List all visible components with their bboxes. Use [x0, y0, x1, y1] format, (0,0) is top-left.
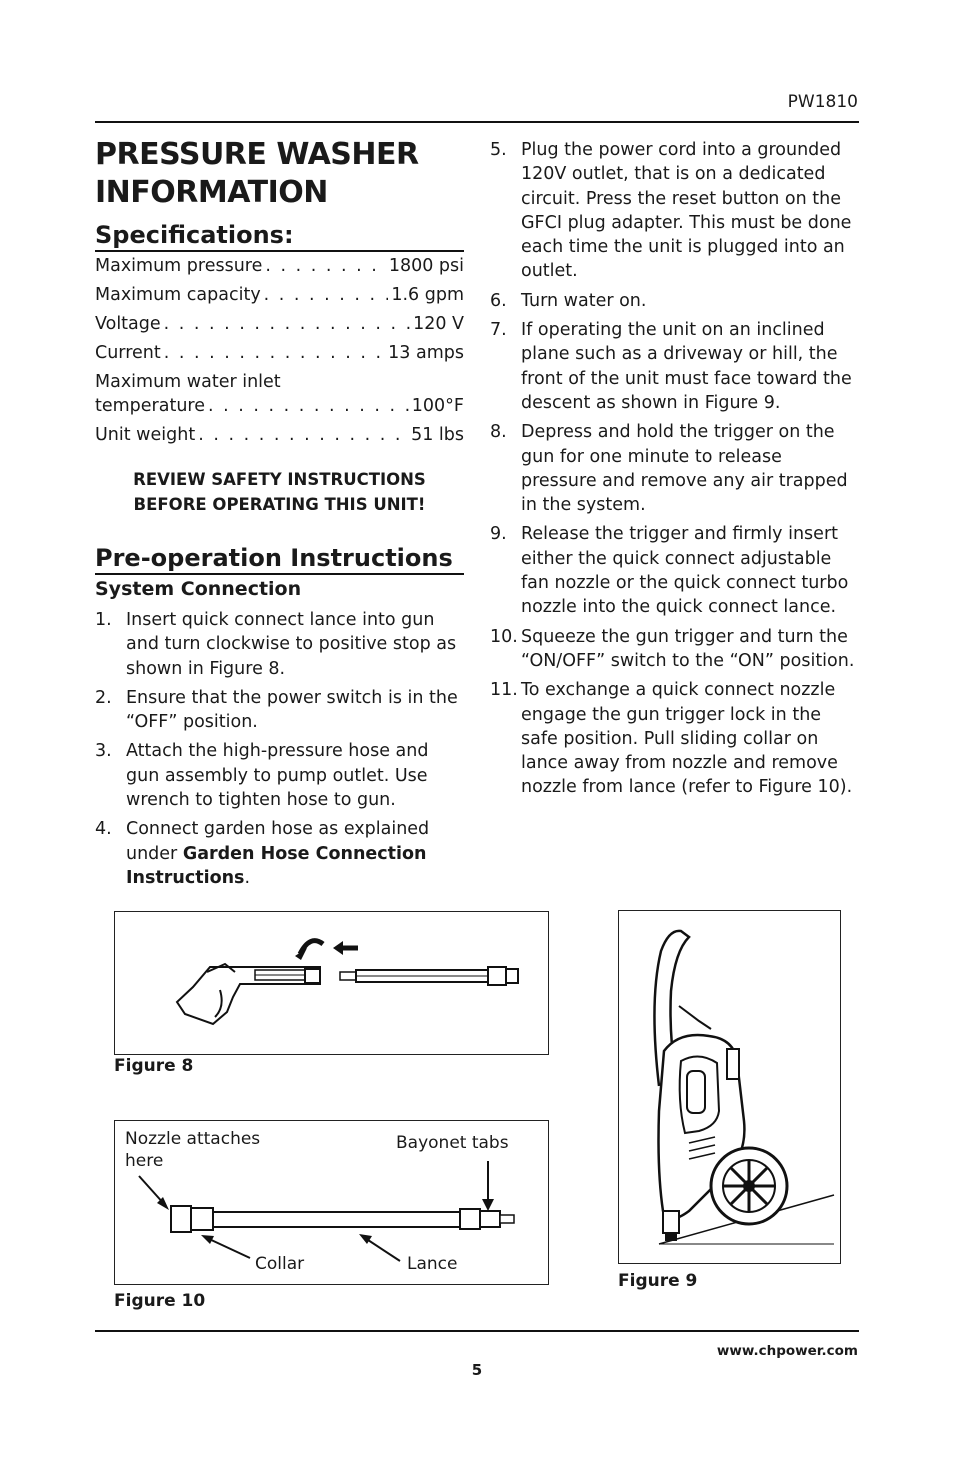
left-column — [95, 136, 464, 895]
steps-list-left — [95, 608, 464, 890]
header-rule — [95, 121, 859, 123]
pressure-washer-on-incline-illustration — [619, 911, 840, 1263]
collar-label: Collar — [255, 1254, 305, 1274]
footer-rule — [95, 1330, 859, 1332]
spec-label: temperature — [95, 396, 205, 416]
figure-10-frame — [114, 1120, 549, 1285]
specifications-heading: Specifications: — [95, 220, 464, 252]
list-item: 2. Ensure that the power switch is in the “OFF” position. — [95, 687, 458, 733]
lance-icon — [340, 972, 356, 980]
right-column — [490, 138, 860, 805]
collar-icon — [191, 1208, 213, 1230]
figure-8-frame — [114, 911, 549, 1055]
dot-leader — [198, 423, 408, 447]
spec-value: 1800 psi — [388, 256, 464, 276]
preop-heading: Pre-operation Instructions — [95, 543, 464, 575]
figure-9-frame — [618, 910, 841, 1264]
warning-line: REVIEW SAFETY INSTRUCTIONS — [133, 470, 426, 489]
spec-label: Current — [95, 343, 161, 363]
bayonet-label: Bayonet tabs — [396, 1133, 509, 1153]
spec-label: Maximum pressure — [95, 256, 263, 276]
spec-row — [95, 341, 464, 365]
lance-label: Lance — [407, 1254, 458, 1274]
spec-value: 120 V — [413, 314, 464, 334]
spec-value: 100°F — [411, 396, 464, 416]
list-item: 10. Squeeze the gun trigger and turn the “ON/OFF” switch to the “ON” position. — [490, 626, 855, 671]
page-title: PRESSURE WASHER INFORMATION — [95, 137, 419, 210]
list-item: 5. Plug the power cord into a grounded 120V outlet, that is on a dedicated circuit. Press the reset button on the GFCI plug adapter. This must be done each time the unit is plugged into an outlet. — [490, 140, 852, 282]
system-connection-heading: System Connection — [95, 578, 302, 600]
spray-gun-icon — [177, 967, 320, 1024]
figure-9-caption: Figure 9 — [618, 1271, 698, 1291]
nozzle-socket-icon — [171, 1206, 191, 1232]
spec-row — [95, 283, 464, 307]
warning-line: BEFORE OPERATING THIS UNIT! — [133, 495, 426, 514]
cross-reference: Garden Hose Connection Instructions — [126, 843, 427, 888]
list-item: 4. Connect garden hose as explained under Garden Hose Connection Instructions. — [95, 819, 430, 888]
dot-leader — [164, 312, 410, 336]
list-item: 6. Turn water on. — [490, 290, 647, 311]
website-url: www.chpower.com — [716, 1343, 858, 1359]
list-item: 3. Attach the high-pressure hose and gun assembly to pump outlet. Use wrench to tighten hose to gun. — [95, 741, 429, 811]
list-item: 11. To exchange a quick connect nozzle engage the gun trigger lock in the safe position. Pull sliding collar on lance away from nozzle and remove nozzle from lance (refer to Figure 10). — [490, 680, 853, 798]
steps-list-right — [490, 138, 860, 800]
figure-10-caption: Figure 10 — [114, 1291, 206, 1311]
nozzle-label: Nozzle attaches here — [125, 1129, 261, 1171]
figure-8-caption: Figure 8 — [114, 1056, 194, 1076]
safety-warning — [95, 467, 464, 517]
list-item: 8. Depress and hold the trigger on the gun for one minute to release pressure and remove any air trapped in the system. — [490, 422, 848, 516]
dot-leader — [265, 254, 385, 278]
specifications-list — [95, 254, 464, 447]
dot-leader — [164, 341, 385, 365]
pointer-arrow-icon — [365, 1238, 400, 1261]
spec-label: Voltage — [95, 314, 161, 334]
list-item: 1. Insert quick connect lance into gun and turn clockwise to positive stop as shown in Figure 8. — [95, 610, 457, 679]
spec-label-line1: Maximum water inlet — [95, 372, 281, 392]
list-item: 7. If operating the unit on an inclined plane such as a driveway or hill, the front of the unit must face toward the descent as shown in Figure 9. — [490, 320, 852, 413]
spec-value: 51 lbs — [411, 425, 464, 445]
page-number: 5 — [471, 1361, 483, 1379]
list-item: 9. Release the trigger and firmly insert either the quick connect adjustable fan nozzle or the quick connect turbo nozzle into the quick connect lance. — [490, 524, 849, 618]
spec-row — [95, 370, 464, 418]
dot-leader — [208, 394, 409, 418]
dot-leader — [264, 283, 389, 307]
spec-row — [95, 423, 464, 447]
gun-and-lance-illustration — [115, 912, 548, 1054]
pointer-arrow-icon — [207, 1238, 250, 1258]
spec-row — [95, 254, 464, 278]
spec-label: Maximum capacity — [95, 285, 261, 305]
spec-value: 1.6 gpm — [391, 285, 464, 305]
spec-label: Unit weight — [95, 425, 196, 445]
spec-row — [95, 312, 464, 336]
model-number: PW1810 — [787, 92, 858, 112]
spec-value: 13 amps — [388, 343, 464, 363]
